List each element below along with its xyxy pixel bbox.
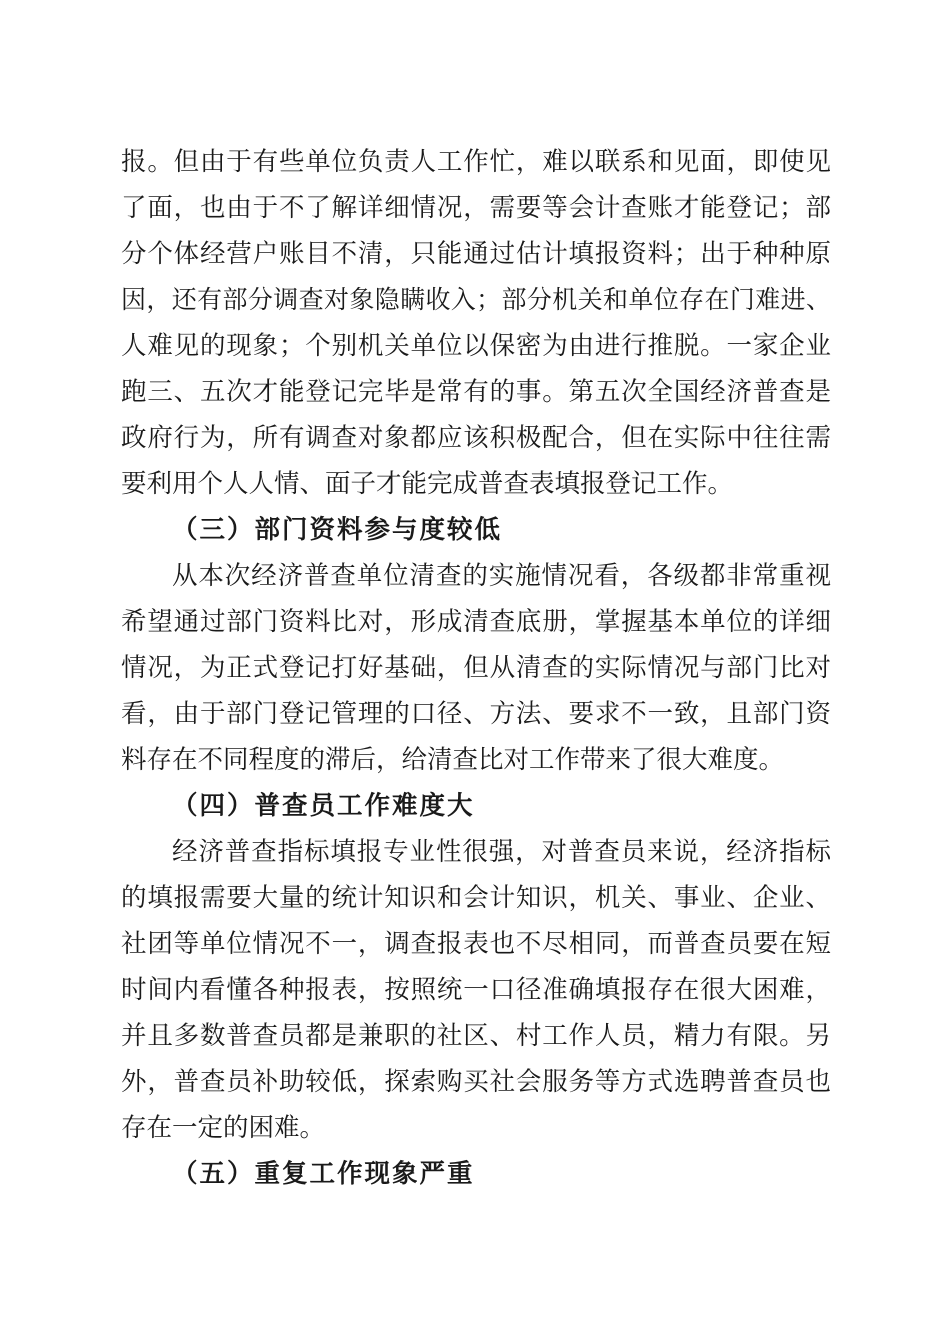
paragraph-line: 报。但由于有些单位负责人工作忙，难以联系和见面，即使见 [121,147,831,177]
paragraph-line: 希望通过部门资料比对，形成清查底册，掌握基本单位的详细 [121,607,831,637]
paragraph-line: 存在一定的困难。 [121,1113,326,1143]
paragraph-line: 分个体经营户账目不清，只能通过估计填报资料；出于种种原 [121,239,831,269]
section-heading-five: （五）重复工作现象严重 [172,1159,475,1189]
paragraph-line: 情况，为正式登记打好基础，但从清查的实际情况与部门比对 [121,653,831,683]
paragraph-line: 要利用个人人情、面子才能完成普查表填报登记工作。 [121,469,734,499]
paragraph-line: 跑三、五次才能登记完毕是常有的事。第五次全国经济普查是 [121,377,831,407]
paragraph-line: 人难见的现象；个别机关单位以保密为由进行推脱。一家企业 [121,331,831,361]
paragraph-line: 了面，也由于不了解详细情况，需要等会计查账才能登记；部 [121,193,831,223]
paragraph-line: 政府行为，所有调查对象都应该积极配合，但在实际中往往需 [121,423,831,453]
paragraph-line: 并且多数普查员都是兼职的社区、村工作人员，精力有限。另 [121,1021,831,1051]
paragraph-line: 经济普查指标填报专业性很强，对普查员来说，经济指标 [172,837,831,867]
paragraph-line: 外，普查员补助较低，探索购买社会服务等方式选聘普查员也 [121,1067,831,1097]
paragraph-line: 料存在不同程度的滞后，给清查比对工作带来了很大难度。 [121,745,785,775]
paragraph-line: 时间内看懂各种报表，按照统一口径准确填报存在很大困难， [121,975,831,1005]
paragraph-line: 从本次经济普查单位清查的实施情况看，各级都非常重视 [172,561,831,591]
paragraph-line: 的填报需要大量的统计知识和会计知识，机关、事业、企业、 [121,883,831,913]
section-heading-four: （四）普查员工作难度大 [172,791,475,821]
paragraph-line: 社团等单位情况不一，调查报表也不尽相同，而普查员要在短 [121,929,831,959]
section-heading-three: （三）部门资料参与度较低 [172,515,503,545]
paragraph-line: 看，由于部门登记管理的口径、方法、要求不一致，且部门资 [121,699,831,729]
paragraph-line: 因，还有部分调查对象隐瞒收入；部分机关和单位存在门难进、 [121,285,831,314]
